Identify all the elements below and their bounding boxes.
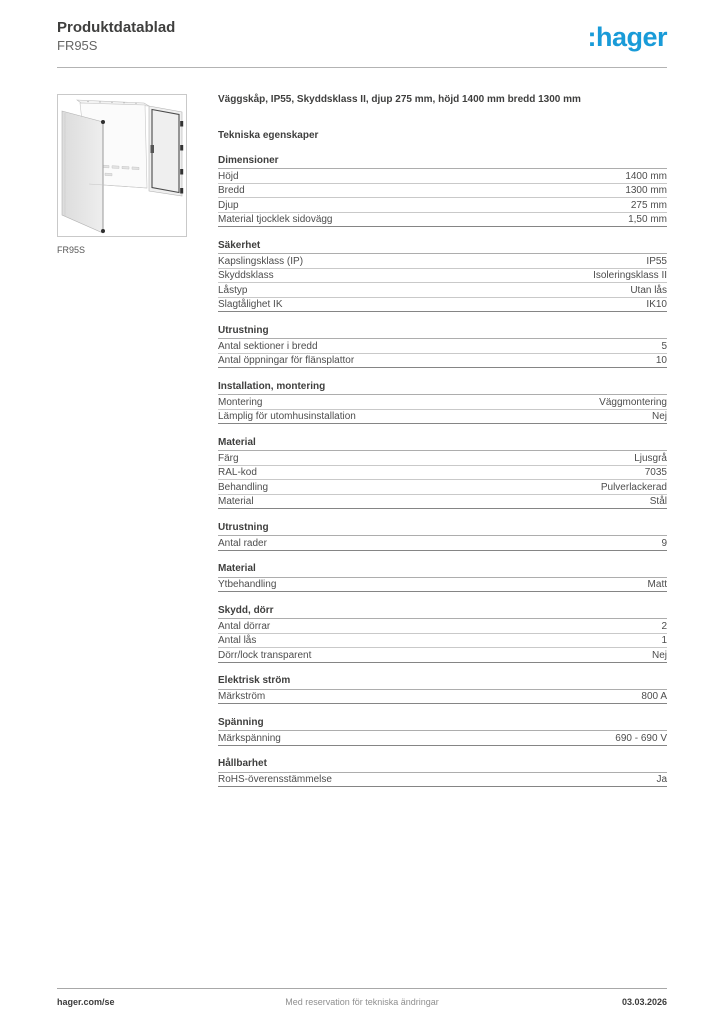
product-image-frame bbox=[57, 94, 187, 237]
spec-section-rows bbox=[218, 578, 667, 593]
spec-section bbox=[218, 155, 667, 228]
hager-logo: :hager bbox=[587, 22, 667, 52]
spec-row bbox=[218, 395, 667, 410]
footer-disclaimer: Med reservation för tekniska ändringar bbox=[285, 997, 439, 1007]
spec-label: Montering bbox=[218, 396, 263, 408]
spec-section-rows bbox=[218, 619, 667, 663]
spec-label: Bredd bbox=[218, 185, 245, 196]
spec-label: Kapslingsklass (IP) bbox=[218, 255, 304, 267]
spec-label: Antal lås bbox=[218, 635, 257, 646]
spec-row bbox=[218, 339, 667, 354]
spec-section-title: Utrustning bbox=[218, 522, 667, 537]
spec-label: Antal dörrar bbox=[218, 620, 271, 632]
spec-label: Material tjocklek sidovägg bbox=[218, 214, 333, 225]
spec-row bbox=[218, 254, 667, 269]
spec-section-rows bbox=[218, 690, 667, 705]
spec-section bbox=[218, 381, 667, 425]
spec-section bbox=[218, 437, 667, 510]
spec-section-title: Elektrisk ström bbox=[218, 675, 667, 690]
spec-value: Nej bbox=[651, 411, 667, 422]
spec-section bbox=[218, 522, 667, 551]
spec-label: Antal öppningar för flänsplattor bbox=[218, 355, 355, 366]
spec-section bbox=[218, 325, 667, 369]
spec-section-title: Installation, montering bbox=[218, 381, 667, 396]
spec-row bbox=[218, 731, 667, 746]
spec-row bbox=[218, 354, 667, 369]
spec-section bbox=[218, 675, 667, 704]
spec-label: Märkspänning bbox=[218, 732, 281, 744]
spec-value: Pulverlackerad bbox=[600, 481, 667, 493]
spec-row bbox=[218, 169, 667, 184]
product-code: FR95S bbox=[57, 38, 98, 53]
spec-section bbox=[218, 758, 667, 787]
spec-value: 1300 mm bbox=[625, 185, 667, 196]
spec-value: Matt bbox=[647, 579, 667, 590]
spec-label: Ytbehandling bbox=[218, 579, 277, 590]
spec-row bbox=[218, 410, 667, 425]
spec-row bbox=[218, 198, 667, 213]
spec-row bbox=[218, 213, 667, 228]
footer-row bbox=[57, 989, 667, 1007]
spec-label: Djup bbox=[218, 199, 239, 211]
spec-section-title: Skydd, dörr bbox=[218, 605, 667, 620]
spec-label: Skyddsklass bbox=[218, 270, 274, 281]
spec-label: Märkström bbox=[218, 691, 266, 702]
spec-section-rows bbox=[218, 536, 667, 551]
spec-row bbox=[218, 298, 667, 313]
spec-row bbox=[218, 451, 667, 466]
page-header bbox=[0, 0, 724, 54]
spec-section-title: Säkerhet bbox=[218, 240, 667, 255]
spec-value: 7035 bbox=[644, 467, 667, 478]
spec-section bbox=[218, 240, 667, 313]
spec-section bbox=[218, 563, 667, 592]
spec-value: Stål bbox=[649, 496, 667, 507]
spec-section-title: Spänning bbox=[218, 717, 667, 732]
tech-specs-heading: Tekniska egenskaper bbox=[218, 130, 319, 141]
spec-label: Låstyp bbox=[218, 284, 248, 296]
wall-cabinet-image bbox=[58, 95, 186, 236]
spec-value: 5 bbox=[661, 340, 667, 352]
spec-section-title: Dimensioner bbox=[218, 155, 667, 170]
spec-column bbox=[218, 94, 667, 787]
spec-value: 1,50 mm bbox=[628, 214, 667, 225]
spec-value: 275 mm bbox=[630, 199, 667, 211]
spec-row bbox=[218, 466, 667, 481]
product-description: Väggskåp, IP55, Skyddsklass II, djup 275 mm, höjd 1400 mm bredd 1300 mm bbox=[218, 94, 581, 105]
spec-label: Material bbox=[218, 496, 254, 507]
spec-label: Slagtålighet IK bbox=[218, 299, 283, 310]
spec-row bbox=[218, 495, 667, 510]
spec-row bbox=[218, 480, 667, 495]
spec-value: 1 bbox=[661, 635, 667, 646]
spec-row bbox=[218, 690, 667, 705]
spec-label: Lämplig för utomhusinstallation bbox=[218, 411, 356, 422]
spec-value: IP55 bbox=[646, 255, 667, 267]
spec-value: 690 - 690 V bbox=[615, 732, 667, 744]
header-titles bbox=[57, 18, 175, 54]
spec-section-title: Utrustning bbox=[218, 325, 667, 340]
spec-label: Färg bbox=[218, 452, 239, 464]
footer-date: 03.03.2026 bbox=[621, 997, 667, 1007]
spec-row bbox=[218, 619, 667, 634]
product-image-caption: FR95S bbox=[57, 245, 86, 255]
spec-row bbox=[218, 648, 667, 663]
spec-section bbox=[218, 605, 667, 663]
spec-value: Isoleringsklass II bbox=[593, 270, 667, 281]
spec-value: 800 A bbox=[641, 691, 667, 702]
spec-label: RoHS-överensstämmelse bbox=[218, 774, 332, 785]
spec-row bbox=[218, 578, 667, 593]
spec-value: 1400 mm bbox=[625, 170, 667, 182]
main-content bbox=[0, 68, 724, 787]
spec-section-rows bbox=[218, 451, 667, 509]
spec-row bbox=[218, 536, 667, 551]
product-image-column bbox=[57, 94, 187, 787]
spec-value: Väggmontering bbox=[599, 396, 667, 408]
spec-section-rows bbox=[218, 254, 667, 312]
spec-value: Ja bbox=[656, 774, 667, 785]
spec-row bbox=[218, 773, 667, 788]
spec-section-rows bbox=[218, 731, 667, 746]
spec-section-title: Material bbox=[218, 437, 667, 452]
spec-section-rows bbox=[218, 773, 667, 788]
spec-section-title: Hållbarhet bbox=[218, 758, 667, 773]
document-title: Produktdatablad bbox=[57, 19, 176, 36]
spec-section-rows bbox=[218, 169, 667, 227]
spec-value: 2 bbox=[661, 620, 667, 632]
spec-section bbox=[218, 717, 667, 746]
spec-label: RAL-kod bbox=[218, 467, 257, 478]
spec-value: 9 bbox=[661, 537, 667, 549]
spec-row bbox=[218, 184, 667, 199]
spec-section-rows bbox=[218, 395, 667, 424]
spec-label: Antal sektioner i bredd bbox=[218, 340, 318, 352]
spec-value: Nej bbox=[651, 649, 667, 661]
page-footer bbox=[57, 988, 667, 1007]
spec-value: IK10 bbox=[646, 299, 667, 310]
spec-row bbox=[218, 634, 667, 649]
spec-sections bbox=[218, 155, 667, 788]
spec-label: Dörr/lock transparent bbox=[218, 649, 312, 661]
spec-row bbox=[218, 283, 667, 298]
spec-value: 10 bbox=[655, 355, 667, 366]
spec-section-rows bbox=[218, 339, 667, 368]
spec-value: Ljusgrå bbox=[634, 452, 667, 464]
spec-label: Antal rader bbox=[218, 537, 267, 549]
spec-section-title: Material bbox=[218, 563, 667, 578]
footer-website: hager.com/se bbox=[57, 997, 115, 1007]
spec-label: Behandling bbox=[218, 481, 269, 493]
spec-row bbox=[218, 269, 667, 284]
spec-value: Utan lås bbox=[630, 284, 667, 296]
spec-label: Höjd bbox=[218, 170, 239, 182]
